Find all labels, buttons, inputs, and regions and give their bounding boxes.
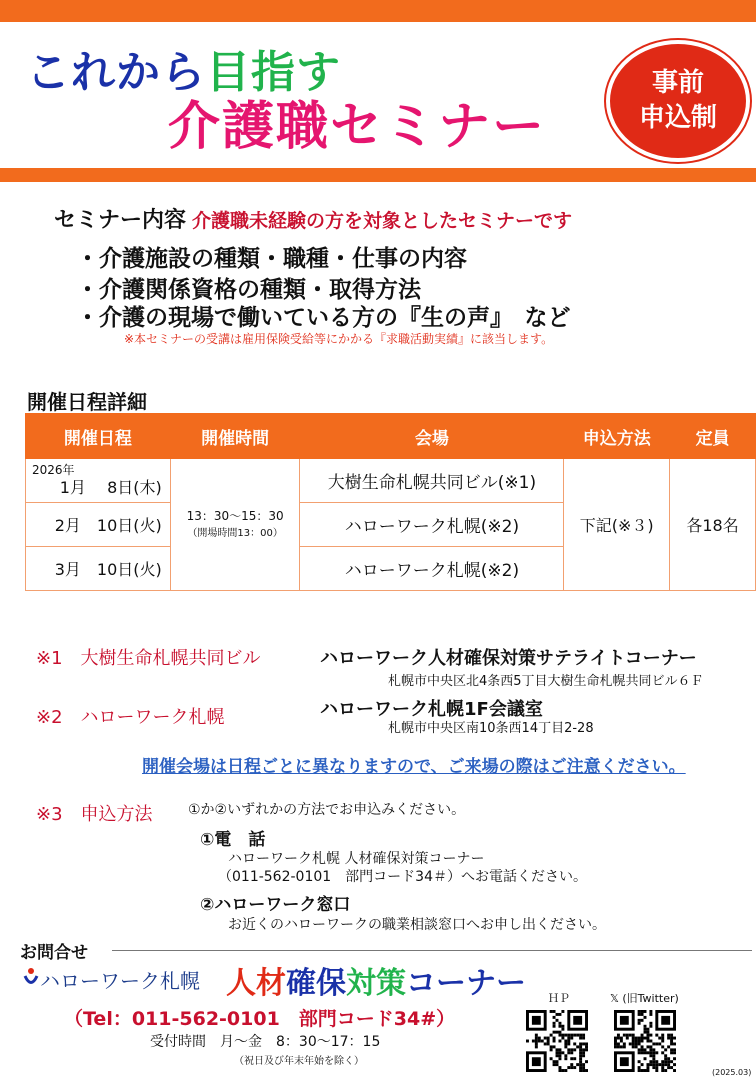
bullet-item: ・介護施設の種類・職種・仕事の内容 [76, 246, 467, 272]
content-heading-note: 介護職未経験の方を対象としたセミナーです [192, 210, 573, 232]
org-name: ハローワーク札幌 [40, 969, 200, 993]
phone-line2: （011-562-0101 部門コード34＃）へお電話ください。 [218, 869, 587, 885]
holiday-note: （祝日及び年末年始を除く） [234, 1056, 364, 1067]
ref1-address: 札幌市中央区北4条西5丁目大樹生命札幌共同ビル６Ｆ [388, 674, 704, 689]
ref3-intro: ①か②いずれかの方法でお申込みください。 [188, 802, 466, 818]
phone-heading: ①電 話 [200, 830, 266, 850]
page-title: 介護職セミナー [168, 97, 547, 157]
open-time-note: （開場時間13：00） [187, 527, 283, 539]
pre-registration-badge [606, 40, 750, 162]
corner-name-char: 材 [256, 966, 286, 1001]
venue-cell: 大樹生命札幌共同ビル(※1) [300, 459, 564, 503]
col-header-apply: 申込方法 [564, 414, 670, 459]
date-cell: 2月 10日(火) [26, 503, 171, 547]
ref1-name: ハローワーク人材確保対策サテライトコーナー [320, 648, 697, 669]
date-value: 1月 8日(木) [59, 478, 162, 497]
table-row [26, 459, 756, 503]
version-label: (2025.03) [712, 1068, 752, 1077]
corner-name-char: コ [406, 966, 436, 1001]
corner-name [226, 958, 526, 1002]
capacity-cell: 各18名 [670, 459, 756, 591]
hp-qr-code[interactable] [526, 1010, 588, 1072]
title-part1: これから [26, 47, 206, 98]
job-search-notice: ※本セミナーの受講は雇用保険受給等にかかる『求職活動実績』に該当します。 [124, 332, 554, 346]
hp-label: ＨＰ [548, 992, 570, 1005]
bullet-item: ・介護関係資格の種類・取得方法 [76, 277, 421, 303]
corner-name-char: 対 [346, 966, 376, 1001]
window-heading: ②ハローワーク窓口 [200, 895, 351, 915]
col-header-venue: 会場 [300, 414, 564, 459]
ref3-label: ※3 申込方法 [36, 804, 153, 825]
header-divider [0, 168, 756, 182]
date-cell: 3月 10日(火) [26, 547, 171, 591]
date-cell [26, 459, 171, 503]
corner-name-char: 確 [286, 966, 316, 1001]
phone-line1: ハローワーク札幌 人材確保対策コーナー [228, 851, 485, 867]
time-cell [170, 459, 300, 591]
x-qr-code[interactable] [614, 1010, 676, 1072]
ref2-label: ※2 ハローワーク札幌 [36, 707, 225, 728]
table-header-row [26, 414, 756, 459]
content-heading [54, 203, 572, 234]
window-line: お近くのハローワークの職業相談窓口へお申し出ください。 [228, 917, 606, 933]
apply-cell: 下記(※３) [564, 459, 670, 591]
ref1-label: ※1 大樹生命札幌共同ビル [36, 648, 261, 669]
corner-name-char: 保 [316, 966, 346, 1001]
ref2-address: 札幌市中央区南10条西14丁目2-28 [388, 721, 594, 736]
ref2-name: ハローワーク札幌1F会議室 [320, 699, 543, 720]
venue-cell: ハローワーク札幌(※2) [300, 503, 564, 547]
col-header-time: 開催時間 [170, 414, 300, 459]
contact-divider [112, 950, 752, 951]
top-bar [0, 0, 756, 22]
venue-warning: 開催会場は日程ごとに異なりますので、ご来場の際はご注意ください。 [142, 757, 686, 777]
x-label: 𝕏 (旧Twitter) [610, 992, 679, 1005]
corner-name-char: 策 [376, 966, 406, 1001]
corner-name-char: ー [496, 966, 526, 1001]
title-part2: 目指す [206, 47, 341, 98]
badge-line2: 申込制 [638, 103, 717, 133]
venue-cell: ハローワーク札幌(※2) [300, 547, 564, 591]
year-label: 2026年 [32, 463, 75, 477]
corner-name-char: ナ [466, 966, 496, 1001]
hellowork-logo-icon [22, 967, 40, 989]
col-header-capacity: 定員 [670, 414, 756, 459]
tel-number: （Tel：011-562-0101 部門コード34#） [64, 1008, 456, 1030]
col-header-date: 開催日程 [26, 414, 171, 459]
badge-line1: 事前 [651, 67, 704, 98]
business-hours: 受付時間 月〜金 8：30〜17：15 [150, 1034, 381, 1050]
content-heading-label: セミナー内容 [54, 208, 187, 233]
corner-name-char: ー [436, 966, 466, 1001]
bullet-item: ・介護の現場で働いている方の『生の声』 など [76, 305, 571, 331]
schedule-heading: 開催日程詳細 [27, 390, 147, 414]
corner-name-char: 人 [226, 966, 256, 1001]
contact-label: お問合せ [20, 943, 88, 963]
schedule-table [25, 413, 756, 591]
time-value: 13：30〜15：30 [186, 508, 284, 523]
